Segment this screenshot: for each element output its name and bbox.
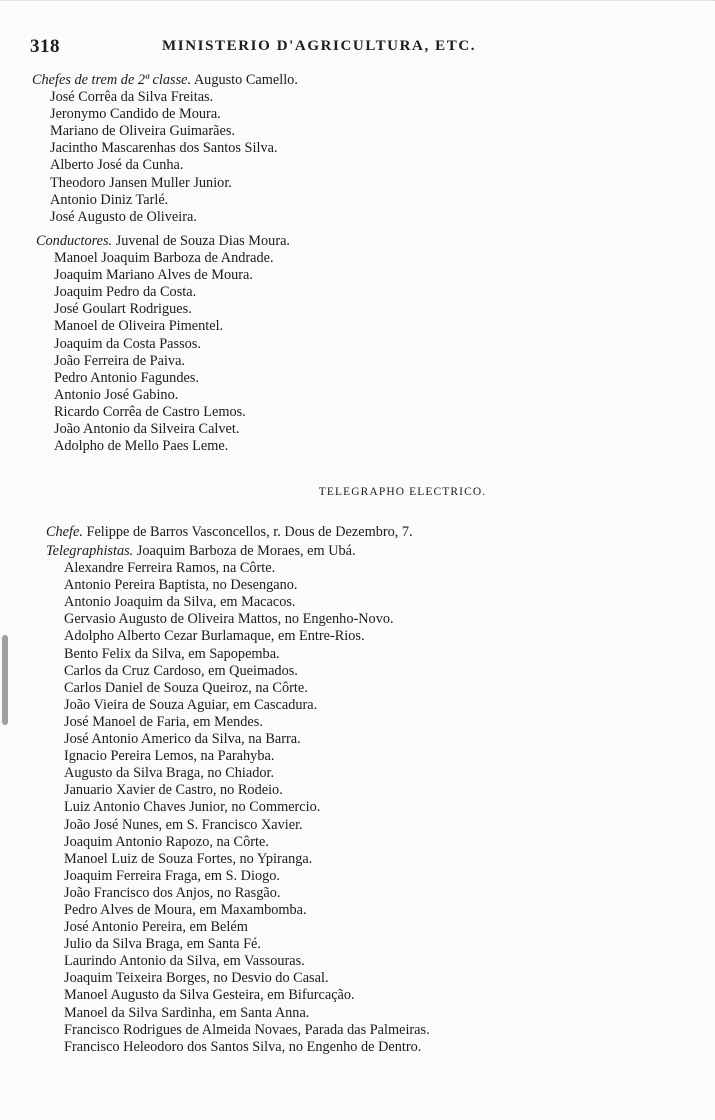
- telegraphista-name: Francisco Heleodoro dos Santos Silva, no Engenho de Dentro.: [64, 1038, 422, 1055]
- chefes-trem-first: Augusto Camello.: [191, 72, 298, 88]
- chefe-text: Felippe de Barros Vasconcellos, r. Dous de Dezembro, 7.: [82, 524, 413, 540]
- telegraphistas-label: Telegraphistas.: [46, 543, 134, 559]
- telegraphista-name: Laurindo Antonio da Silva, em Vassouras.: [64, 953, 305, 970]
- chefe-trem-name: Jacintho Mascarenhas dos Santos Silva.: [50, 140, 278, 157]
- telegraphista-name: Luiz Antonio Chaves Junior, no Commercio.: [64, 799, 321, 816]
- conductor-name: João Antonio da Silveira Calvet.: [54, 421, 240, 438]
- telegraphista-name: Julio da Silva Braga, em Santa Fé.: [64, 936, 261, 953]
- chefes-trem-label: Chefes de trem de 2ª classe.: [32, 72, 192, 88]
- chefe-trem-name: Antonio Diniz Tarlé.: [50, 191, 169, 208]
- conductor-name: Joaquim Mariano Alves de Moura.: [54, 267, 253, 284]
- telegraphista-name: Bento Felix da Silva, em Sapopemba.: [64, 645, 280, 662]
- conductor-name: Ricardo Corrêa de Castro Lemos.: [54, 403, 246, 420]
- telegraphista-name: João José Nunes, em S. Francisco Xavier.: [64, 816, 303, 833]
- telegraphistas-list: [0, 560, 715, 1056]
- chefe-trem-name: Theodoro Jansen Muller Junior.: [50, 174, 232, 191]
- conductores-section: [0, 233, 715, 455]
- chefe-trem-name: José Corrêa da Silva Freitas.: [50, 89, 214, 106]
- telegraphista-name: Alexandre Ferreira Ramos, na Côrte.: [64, 560, 276, 577]
- telegraphista-name: Joaquim Antonio Rapozo, na Côrte.: [64, 833, 269, 850]
- conductores-label: Conductores.: [36, 233, 113, 249]
- telegraphista-name: Carlos Daniel de Souza Queiroz, na Côrte.: [64, 679, 308, 696]
- telegraphistas-heading-line: [0, 543, 715, 560]
- conductor-name: Antonio José Gabino.: [54, 386, 179, 403]
- conductor-name: Manoel de Oliveira Pimentel.: [54, 318, 224, 335]
- chefe-trem-name: Jeronymo Candido de Moura.: [50, 106, 221, 123]
- conductor-name: Manoel Joaquim Barboza de Andrade.: [54, 250, 274, 267]
- telegraphista-name: Ignacio Pereira Lemos, na Parahyba.: [64, 748, 275, 765]
- telegraphista-name: Adolpho Alberto Cezar Burlamaque, em Entre-Rios.: [64, 628, 365, 645]
- telegraphista-name: José Manoel de Faria, em Mendes.: [64, 713, 263, 730]
- telegraphista-name: Gervasio Augusto de Oliveira Mattos, no Engenho-Novo.: [64, 611, 394, 628]
- telegraphista-name: Joaquim Ferreira Fraga, em S. Diogo.: [64, 867, 280, 884]
- chefe-line: [0, 521, 715, 543]
- conductores-first: Juvenal de Souza Dias Moura.: [112, 233, 290, 249]
- telegraphista-name: Augusto da Silva Braga, no Chiador.: [64, 765, 275, 782]
- chefes-trem-list: [0, 89, 715, 226]
- telegraphista-name: Pedro Alves de Moura, em Maxambomba.: [64, 901, 307, 918]
- telegraphista-name: Carlos da Cruz Cardoso, em Queimados.: [64, 662, 298, 679]
- conductor-name: Pedro Antonio Fagundes.: [54, 369, 199, 386]
- chefe-trem-name: Mariano de Oliveira Guimarães.: [50, 123, 235, 140]
- chefe-trem-name: José Augusto de Oliveira.: [50, 208, 197, 225]
- conductor-name: Adolpho de Mello Paes Leme.: [54, 438, 229, 455]
- telegraphista-name: Francisco Rodrigues de Almeida Novaes, Parada das Palmeiras.: [64, 1021, 430, 1038]
- telegraphistas-first: Joaquim Barboza de Moraes, em Ubá.: [133, 543, 356, 559]
- telegraphista-name: Manoel da Silva Sardinha, em Santa Anna.: [64, 1004, 310, 1021]
- chefe-label: Chefe.: [46, 524, 83, 540]
- conductor-name: Joaquim da Costa Passos.: [54, 335, 201, 352]
- conductor-name: João Ferreira de Paiva.: [54, 352, 186, 369]
- telegraphista-name: José Antonio Pereira, em Belém: [64, 919, 248, 936]
- conductor-name: Joaquim Pedro da Costa.: [54, 284, 197, 301]
- telegraphista-name: José Antonio Americo da Silva, na Barra.: [64, 731, 301, 748]
- chefe-trem-name: Alberto José da Cunha.: [50, 157, 184, 174]
- telegraphista-name: Januario Xavier de Castro, no Rodeio.: [64, 782, 283, 799]
- telegraphista-name: Antonio Pereira Baptista, no Desengano.: [64, 577, 298, 594]
- conductor-name: José Goulart Rodrigues.: [54, 301, 192, 318]
- telegraphista-name: Manoel Luiz de Souza Fortes, no Ypiranga.: [64, 850, 313, 867]
- telegrapho-title: TELEGRAPHO ELECTRICO.: [318, 486, 487, 498]
- telegraphista-name: Manoel Augusto da Silva Gesteira, em Bifurcação.: [64, 987, 355, 1004]
- conductores-list: [0, 250, 715, 455]
- telegrapho-section: [0, 521, 715, 1056]
- running-title: MINISTERIO D'AGRICULTURA, ETC.: [162, 38, 477, 54]
- telegraphista-name: João Vieira de Souza Aguiar, em Cascadura.: [64, 696, 318, 713]
- chefes-trem-heading-line: [0, 72, 715, 89]
- page-top-edge: [0, 0, 715, 15]
- conductores-heading-line: [0, 233, 715, 250]
- page-number: 318: [30, 36, 60, 57]
- chefes-trem-section: [0, 72, 715, 226]
- telegraphista-name: Antonio Joaquim da Silva, em Macacos.: [64, 594, 296, 611]
- page-header: [30, 36, 555, 60]
- telegraphista-name: João Francisco dos Anjos, no Rasgão.: [64, 884, 281, 901]
- telegraphista-name: Joaquim Teixeira Borges, no Desvio do Casal.: [64, 970, 329, 987]
